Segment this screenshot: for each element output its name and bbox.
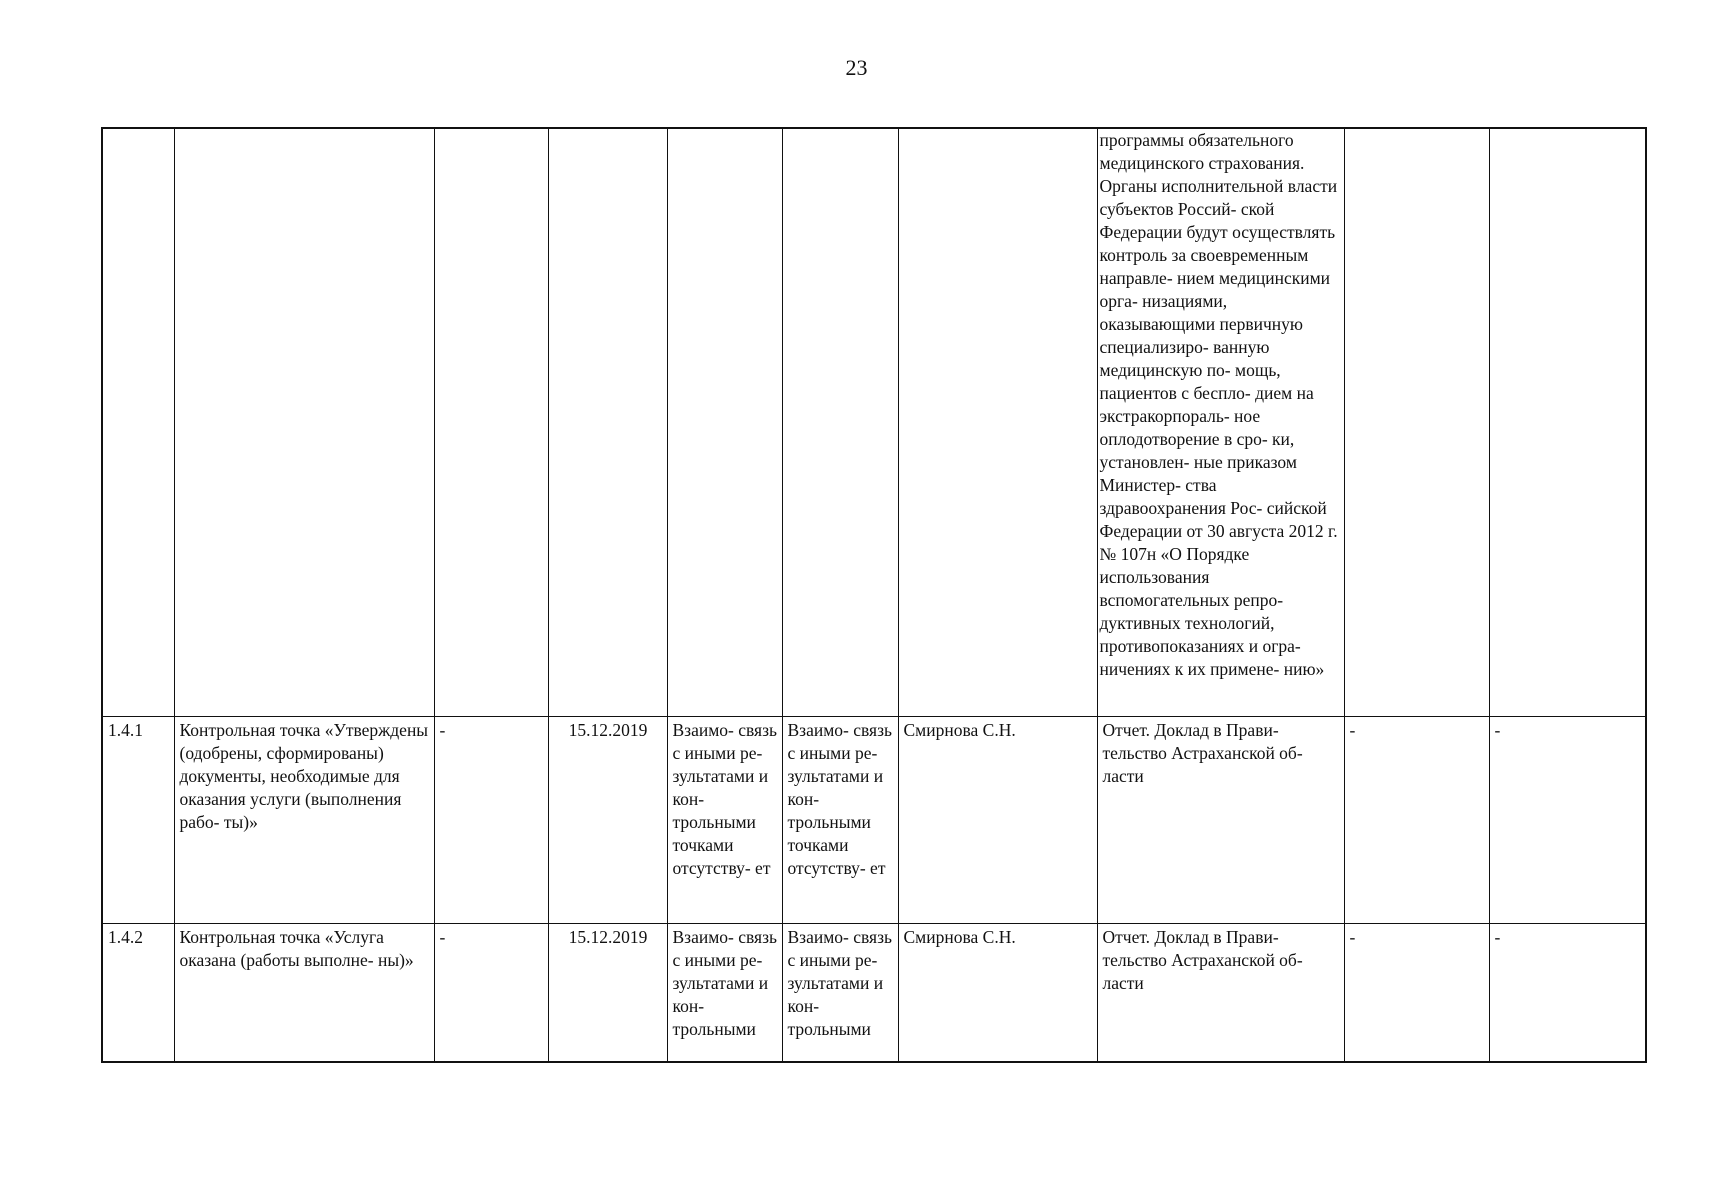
column-10-value: -	[1494, 926, 1501, 947]
cell-empty	[898, 128, 1097, 716]
control-point-name: Контрольная точка «Услуга оказана (работы выполне- ны)»	[179, 926, 414, 970]
table-row	[102, 716, 1646, 923]
end-date: 15.12.2019	[568, 719, 648, 740]
cell-empty	[102, 128, 174, 716]
table-row	[102, 923, 1646, 1062]
cell-empty	[782, 128, 898, 716]
start-date: -	[439, 719, 446, 740]
start-date: -	[439, 926, 446, 947]
cell-empty	[548, 128, 667, 716]
cell-empty	[667, 128, 782, 716]
column-10-value: -	[1494, 719, 1501, 740]
row-number: 1.4.1	[108, 719, 143, 740]
cell-empty	[174, 128, 434, 716]
relation-next: Взаимо- связь с иными ре- зультатами и кон- трольными точками отсутству- ет	[787, 719, 892, 878]
cell-empty	[1344, 128, 1489, 716]
column-9-value: -	[1349, 926, 1356, 947]
responsible-person: Смирнова С.Н.	[903, 719, 1016, 740]
table-row-continuation	[102, 128, 1646, 716]
responsible-person: Смирнова С.Н.	[903, 926, 1016, 947]
relation-previous: Взаимо- связь с иными ре- зультатами и кон- трольными точками отсутству- ет	[672, 719, 777, 878]
control-point-name: Контрольная точка «Утверждены (одобрены, сформированы) документы, необходимые для оказания услуги (выполнения рабо- ты)»	[179, 719, 429, 832]
end-date: 15.12.2019	[568, 926, 648, 947]
relation-next: Взаимо- связь с иными ре- зультатами и кон- трольными	[787, 926, 892, 1039]
row-number: 1.4.2	[108, 926, 143, 947]
page-number: 23	[845, 55, 868, 80]
control-points-table	[101, 127, 1647, 1063]
result-document: Отчет. Доклад в Прави- тельство Астраханской об- ласти	[1102, 719, 1303, 786]
result-document: Отчет. Доклад в Прави- тельство Астраханской об- ласти	[1102, 926, 1303, 993]
cell-empty	[1489, 128, 1646, 716]
result-continuation-text: программы обязательного медицинского страхования. Органы исполнительной власти субъектов Россий- ской Федерации будут осуществлять контроль за своевременным направле- нием медицинскими орга- низациями, оказывающими первичную специализиро- ванную медицинскую по- мощь, пациентов с беспло- дием на экстракорпораль- ное оплодотворение в сро- ки, установлен- ные приказом Министер- ства здравоохранения Рос- сийской Федерации от 30 августа 2012 г. № 107н «О Порядке использования вспомогательных репро- дуктивных технологий, противопоказаниях и огра- ничениях к их примене- нию»	[1099, 130, 1338, 679]
column-9-value: -	[1349, 719, 1356, 740]
relation-previous: Взаимо- связь с иными ре- зультатами и кон- трольными	[672, 926, 777, 1039]
cell-empty	[434, 128, 548, 716]
cell-result-continuation	[1097, 128, 1344, 716]
